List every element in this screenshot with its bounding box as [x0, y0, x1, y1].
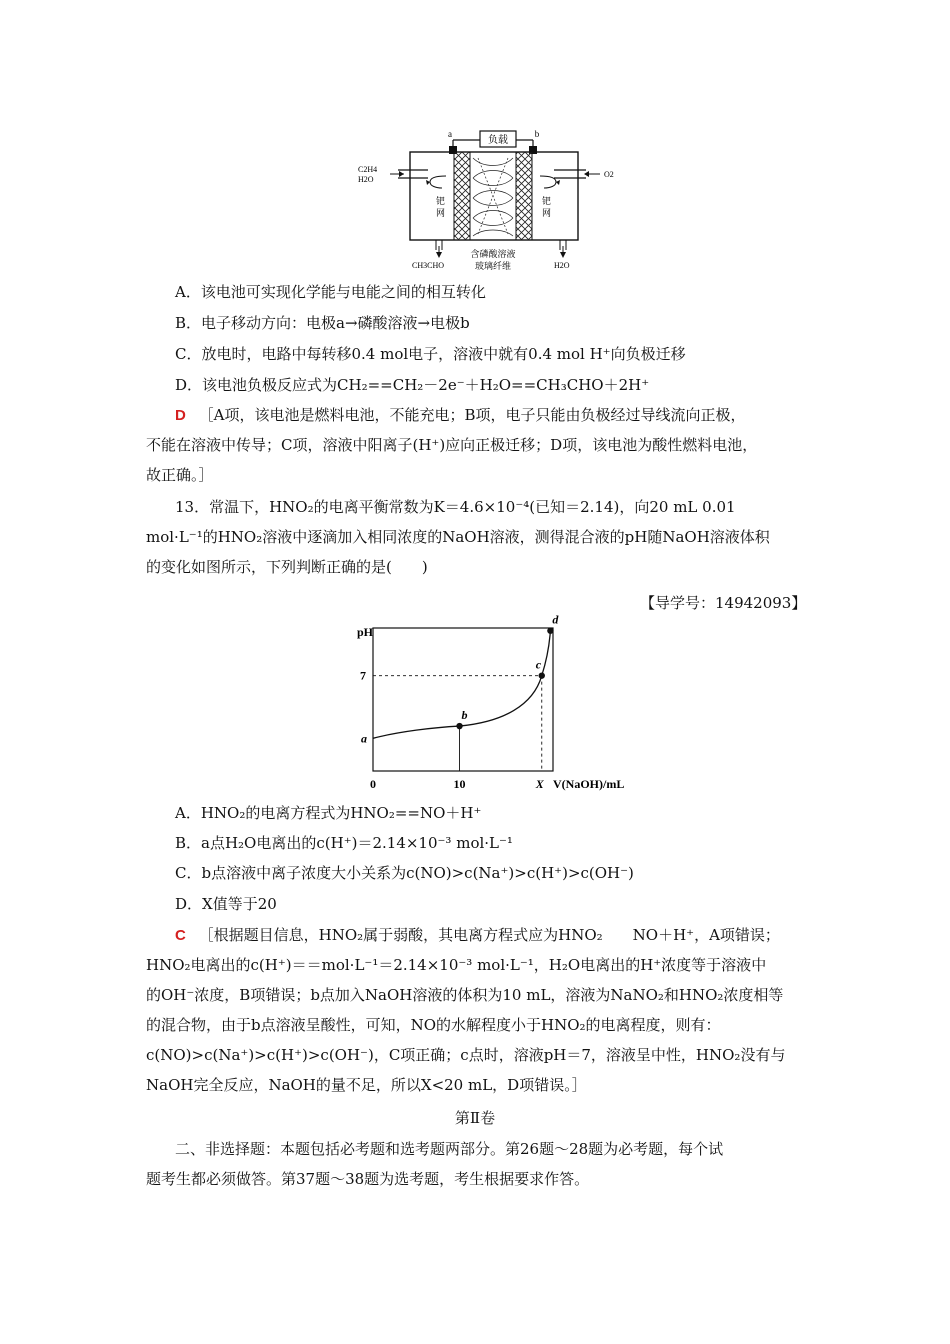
- right-output: H2O: [554, 261, 570, 270]
- left-mesh-1: 钯: [436, 196, 446, 206]
- point-label-b: b: [461, 708, 468, 723]
- q12-option-d: D．该电池负极反应式为CH₂==CH₂－2e⁻＋H₂O==CH₃CHO＋2H⁺: [175, 376, 650, 394]
- q13-explanation-5: c(NO)>c(Na⁺)>c(H⁺)>c(OH⁻)，C项正确；c点时，溶液pH＝7，溶液呈中性，HNO₂没有与: [146, 1046, 786, 1064]
- q12-option-a: A．该电池可实现化学能与电能之间的相互转化: [175, 283, 486, 301]
- left-electrode: [454, 152, 470, 240]
- point-label-d: d: [552, 612, 559, 627]
- section-intro-2: 题考生都必须做答。第37题～38题为选考题，考生根据要求作答。: [146, 1170, 590, 1188]
- q13-option-a: A．HNO₂的电离方程式为HNO₂==NO＋H⁺: [175, 804, 482, 822]
- q12-explanation-3: 故正确。］: [146, 466, 214, 484]
- q12-answer-letter: D: [175, 407, 186, 424]
- q13-option-b: B．a点H₂O电离出的c(H⁺)＝2.14×10⁻³ mol·L⁻¹: [175, 834, 513, 852]
- x-tick-0: 0: [370, 777, 376, 791]
- q13-stem-2: mol·L⁻¹的HNO₂溶液中逐滴加入相同浓度的NaOH溶液，测得混合液的pH随NaOH溶液体积: [146, 528, 770, 546]
- q13-explanation-6: NaOH完全反应，NaOH的量不足，所以X<20 mL，D项错误。］: [146, 1076, 587, 1094]
- c-guide-lines: [373, 676, 542, 771]
- q13-explanation-3: 的OH⁻浓度，B项错误；b点加入NaOH溶液的体积为10 mL，溶液为NaNO₂和HNO₂浓度相等: [146, 986, 784, 1004]
- y-tick-7: 7: [360, 668, 366, 683]
- q13-stem-1: 13．常温下，HNO₂的电离平衡常数为K＝4.6×10⁻⁴(已知＝2.14)，向20 mL 0.01: [175, 498, 736, 516]
- q13-option-c: C．b点溶液中离子浓度大小关系为c(NO)>c(Na⁺)>c(H⁺)>c(OH⁻): [175, 864, 634, 882]
- x-axis-label: V(NaOH)/mL: [553, 777, 625, 791]
- right-mesh-1: 钯: [542, 196, 552, 206]
- electrode-b-label: b: [534, 129, 540, 139]
- right-input-o2: O2: [604, 170, 614, 179]
- electrolyte-label-2: 玻璃纤维: [474, 261, 512, 271]
- ph-titration-chart: [355, 612, 635, 795]
- q12-option-c: C．放电时，电路中每转移0.4 mol电子，溶液中就有0.4 mol H⁺向负极迁移: [175, 345, 686, 363]
- glass-fiber: [473, 158, 513, 236]
- point-d: [547, 628, 553, 634]
- section-intro-1: 二、非选择题：本题包括必考题和选考题两部分。第26题～28题为必考题，每个试: [175, 1140, 724, 1158]
- q13-answer-line-1: [175, 924, 780, 947]
- x-tick-10: 10: [453, 777, 466, 791]
- q12-answer-line-1: [175, 404, 745, 427]
- left-input-h2o: H2O: [358, 175, 374, 184]
- plot-frame: [373, 628, 553, 771]
- load-label: 负载: [488, 135, 508, 146]
- left-mesh-2: 网: [436, 208, 446, 218]
- section-title: 第Ⅱ卷: [454, 1109, 496, 1127]
- point-b: [456, 723, 462, 729]
- guide-number: 【导学号：14942093】: [640, 594, 807, 612]
- q13-explanation-2: HNO₂电离出的c(H⁺)＝＝mol·L⁻¹＝2.14×10⁻³ mol·L⁻¹，H₂O电离出的H⁺浓度等于溶液中: [146, 956, 767, 974]
- x-tick-X: X: [535, 777, 544, 791]
- q13-explanation-4: 的混合物，由于b点溶液呈酸性，可知，NO的水解程度小于HNO₂的电离程度，则有：: [146, 1016, 721, 1034]
- right-electrode: [516, 152, 532, 240]
- left-input-c2h4: C2H4: [358, 165, 378, 174]
- ph-curve: [373, 631, 550, 739]
- q13-explanation-1: ［根据题目信息，HNO₂属于弱酸，其电离方程式应为HNO₂ NO＋H⁺，A项错误；: [198, 926, 780, 944]
- point-label-a: a: [361, 731, 367, 746]
- q13-answer-letter: C: [175, 927, 186, 944]
- left-output: CH3CHO: [412, 261, 445, 270]
- point-label-c: c: [535, 657, 542, 672]
- q12-explanation-2: 不能在溶液中传导；C项，溶液中阳离子(H⁺)应向正极迁移；D项，该电池为酸性燃料电池，: [146, 436, 758, 454]
- q13-stem-3: 的变化如图所示，下列判断正确的是( ): [146, 558, 428, 576]
- fuel-cell-diagram: [350, 124, 620, 274]
- right-mesh-2: 网: [542, 208, 552, 218]
- q12-option-b: B．电子移动方向：电极a→磷酸溶液→电极b: [175, 314, 470, 332]
- point-c: [539, 672, 545, 678]
- q13-option-d: D．X值等于20: [175, 895, 277, 913]
- electrolyte-label-1: 含磷酸溶液: [470, 249, 516, 259]
- electrode-a-label: a: [448, 129, 452, 139]
- y-axis-label: pH: [357, 625, 374, 639]
- q12-explanation-1: ［A项，该电池是燃料电池，不能充电；B项，电子只能由负极经过导线流向正极，: [198, 406, 746, 424]
